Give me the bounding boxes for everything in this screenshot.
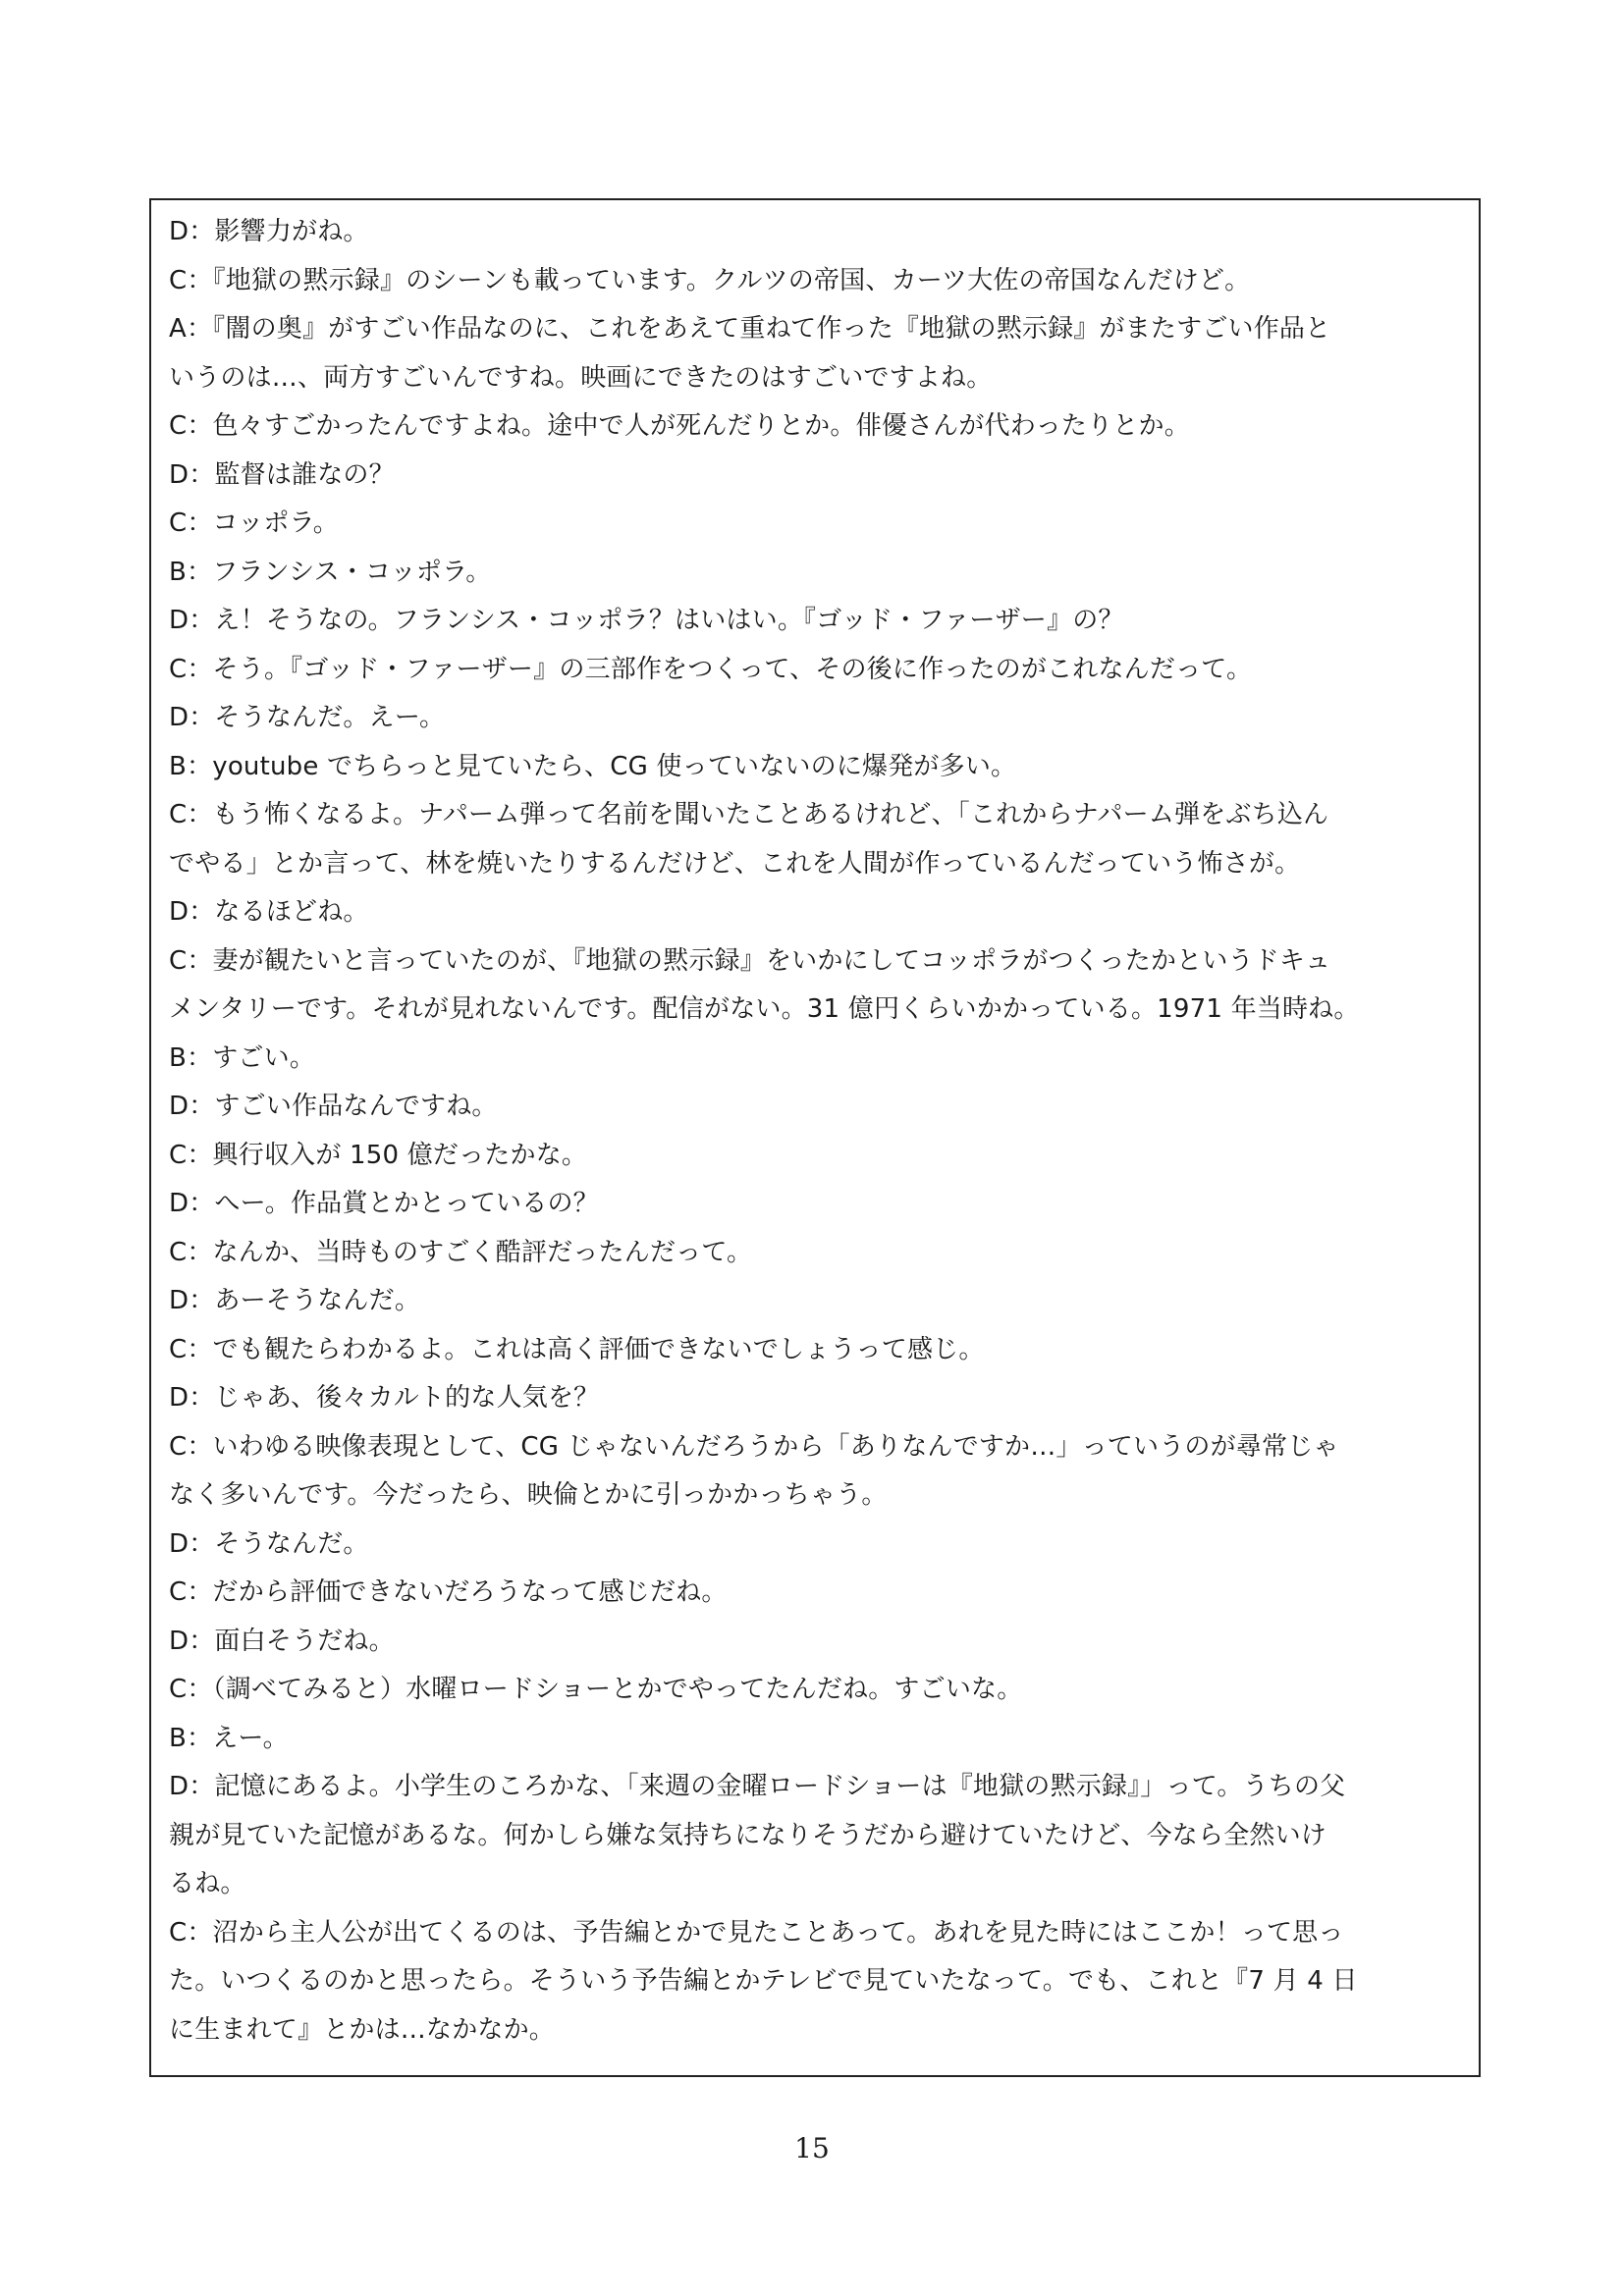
transcript-line: C：興行収入が 150 億だったかな。 [169,1140,588,1170]
transcript-line: るね。 [169,1869,246,1898]
transcript-line: B：youtube でちらっと見ていたら、CG 使っていないのに爆発が多い。 [169,751,1017,781]
transcript-line: D：え！そうなの。フランシス・コッポラ？はいはい。『ゴッド・ファーザー』の？ [169,606,1124,635]
transcript-line: 親が見ていた記憶があるな。何かしら嫌な気持ちになりそうだから避けていたけど、今なら全然いけ [169,1820,1327,1850]
transcript [169,208,1465,2055]
transcript-line: C：でも観たらわかるよ。これは高く評価できないでしょうって感じ。 [169,1334,985,1364]
transcript-line: B：フランシス・コッポラ。 [169,557,492,587]
transcript-line: D：へー。作品賞とかとっているの？ [169,1189,599,1218]
transcript-line: B：えー。 [169,1723,289,1753]
transcript-line: A：『闇の奥』がすごい作品なのに、これをあえて重ねて作った『地獄の黙示録』がまたすごい作品と [169,314,1331,344]
transcript-line: メンタリーです。それが見れないんです。配信がない。31 億円くらいかかっている。1971 年当時ね。 [169,994,1360,1024]
transcript-line: た。いつくるのかと思ったら。そういう予告編とかテレビで見ていたなって。でも、これと『7 月 4 日 [169,1966,1358,1996]
transcript-line: に生まれて』とかは…なかなか。 [169,2014,556,2045]
transcript-line: いうのは…、両方すごいんですね。映画にできたのはすごいですよね。 [169,362,993,393]
transcript-line: C：妻が観たいと言っていたのが、『地獄の黙示録』をいかにしてコッポラがつくったかというドキュ [169,945,1331,976]
transcript-line: D：すごい作品なんですね。 [169,1092,498,1121]
transcript-line: D：影響力がね。 [169,217,369,246]
transcript-line: D：なるほどね。 [169,897,369,927]
page-number: 15 [794,2132,830,2164]
transcript-line: C：（調べてみると）水曜ロードショーとかでやってたんだね。すごいな。 [169,1675,1023,1704]
transcript-line: C：そう。『ゴッド・ファーザー』の三部作をつくって、その後に作ったのがこれなんだって。 [169,654,1253,684]
transcript-line: C：なんか、当時ものすごく酷評だったんだって。 [169,1237,753,1267]
transcript-line: C：いわゆる映像表現として、CG じゃないんだろうから「ありなんですか…」っていうのが尋常じゃ [169,1431,1339,1462]
transcript-line: C：コッポラ。 [169,508,339,538]
transcript-line: でやる」とか言って、林を焼いたりするんだけど、これを人間が作っているんだっていう怖さが。 [169,848,1301,879]
transcript-line: D：記憶にあるよ。小学生のころかな、「来週の金曜ロードショーは『地獄の黙示録』」って。うちの父 [169,1772,1346,1801]
transcript-line: D：じゃあ、後々カルト的な人気を？ [169,1383,600,1413]
transcript-line: なく多いんです。今だったら、映倫とかに引っかかっちゃう。 [169,1480,888,1510]
transcript-line: C：もう怖くなるよ。ナパーム弾って名前を聞いたことあるけれど、「これからナパーム弾をぶち込ん [169,800,1329,829]
transcript-line: C：色々すごかったんですよね。途中で人が死んだりとか。俳優さんが代わったりとか。 [169,411,1190,441]
transcript-line: B：すごい。 [169,1042,316,1073]
transcript-line: D：監督は誰なの？ [169,459,395,490]
transcript-box [149,198,1481,2077]
transcript-line: C：だから評価できないだろうなって感じだね。 [169,1577,728,1607]
transcript-line: D：そうなんだ。えー。 [169,703,446,732]
transcript-line: C：『地獄の黙示録』のシーンも載っています。クルツの帝国、カーツ大佐の帝国なんだけど。 [169,265,1251,295]
transcript-line: D：そうなんだ。 [169,1528,369,1559]
transcript-line: D：あーそうなんだ。 [169,1286,421,1315]
transcript-line: C：沼から主人公が出てくるのは、予告編とかで見たことあって。あれを見た時にはここか！って思っ [169,1917,1344,1948]
transcript-line: D：面白そうだね。 [169,1626,395,1656]
